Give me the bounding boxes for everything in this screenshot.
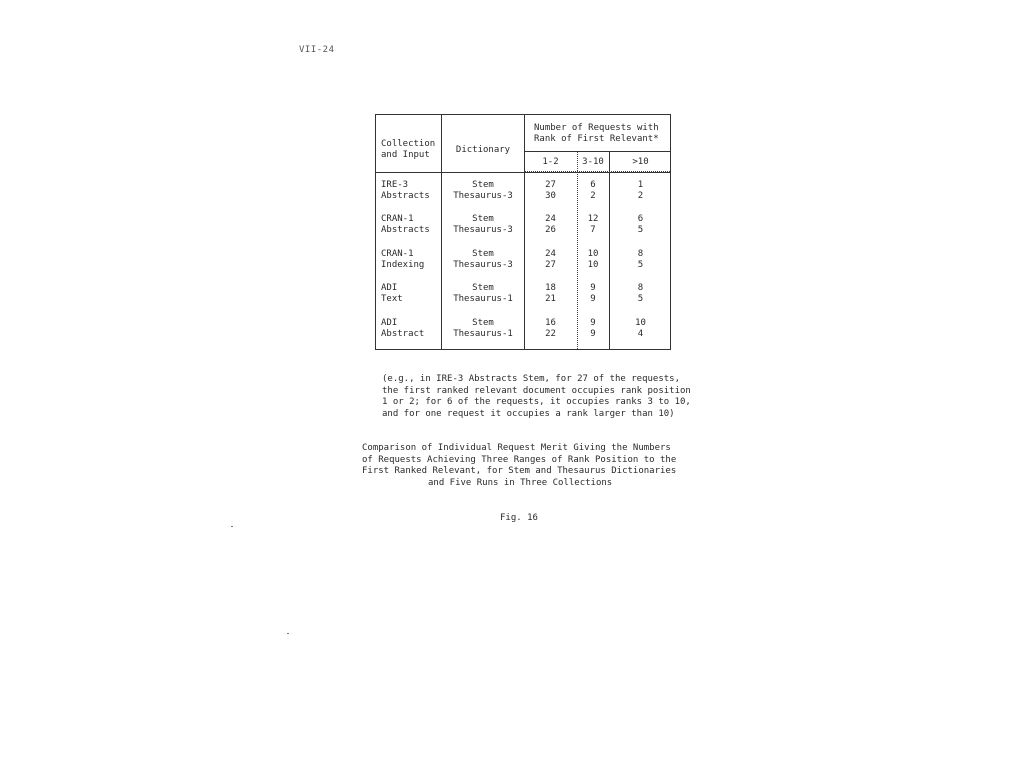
- row-count-gt10: 6 5: [637, 214, 644, 235]
- row-dictionary: Stem Thesaurus-1: [453, 318, 513, 339]
- header-range-1-2: 1-2: [542, 157, 559, 167]
- scan-speck: [231, 526, 233, 527]
- row-collection: CRAN-1 Abstracts: [381, 214, 430, 235]
- row-dictionary: Stem Thesaurus-1: [453, 283, 513, 304]
- header-number-of-requests: Number of Requests with Rank of First Relevant*: [534, 123, 659, 144]
- row-collection: ADI Abstract: [381, 318, 425, 339]
- row-count-gt10: 10 4: [635, 318, 646, 339]
- row-collection: ADI Text: [381, 283, 403, 304]
- row-count-1-2: 27 30: [545, 180, 556, 201]
- header-range-3-10: 3-10: [582, 157, 604, 167]
- row-count-3-10: 9 9: [590, 318, 596, 339]
- header-rule: [376, 172, 670, 173]
- row-collection: CRAN-1 Indexing: [381, 249, 425, 270]
- table-footnote: (e.g., in IRE-3 Abstracts Stem, for 27 of the requests, the first ranked relevant document occupies rank position 1 or 2; for 6 of the requests, it occupies ranks 3 to 10, and for one request it occupies a rank larger than 10): [382, 374, 691, 419]
- header-range-gt10: >10: [632, 157, 649, 167]
- row-count-gt10: 1 2: [637, 180, 644, 201]
- row-count-3-10: 12 7: [587, 214, 599, 235]
- row-dictionary: Stem Thesaurus-3: [453, 249, 513, 270]
- figure-label: Fig. 16: [500, 513, 538, 523]
- header-dictionary: Dictionary: [455, 145, 511, 155]
- row-count-1-2: 24 26: [545, 214, 556, 235]
- page-number: VII-24: [299, 45, 335, 55]
- row-dictionary: Stem Thesaurus-3: [453, 214, 513, 235]
- row-count-1-2: 18 21: [545, 283, 556, 304]
- group-header-rule: [524, 151, 670, 152]
- row-collection: IRE-3 Abstracts: [381, 180, 430, 201]
- row-count-3-10: 10 10: [587, 249, 599, 270]
- row-count-1-2: 24 27: [545, 249, 556, 270]
- row-count-3-10: 6 2: [590, 180, 596, 201]
- row-count-3-10: 9 9: [590, 283, 596, 304]
- row-count-gt10: 8 5: [637, 283, 644, 304]
- header-collection: Collection and Input: [381, 139, 436, 160]
- scan-speck: [287, 633, 289, 634]
- figure-caption: Comparison of Individual Request Merit Giving the Numbers of Requests Achieving Three Ranges of Rank Position to the First Ranked Relevant, for Stem and Thesaurus Dictionaries and Five Runs in Three Collections: [362, 443, 677, 488]
- row-dictionary: Stem Thesaurus-3: [453, 180, 513, 201]
- row-count-gt10: 8 5: [637, 249, 644, 270]
- results-table: [375, 114, 671, 350]
- row-count-1-2: 16 22: [545, 318, 556, 339]
